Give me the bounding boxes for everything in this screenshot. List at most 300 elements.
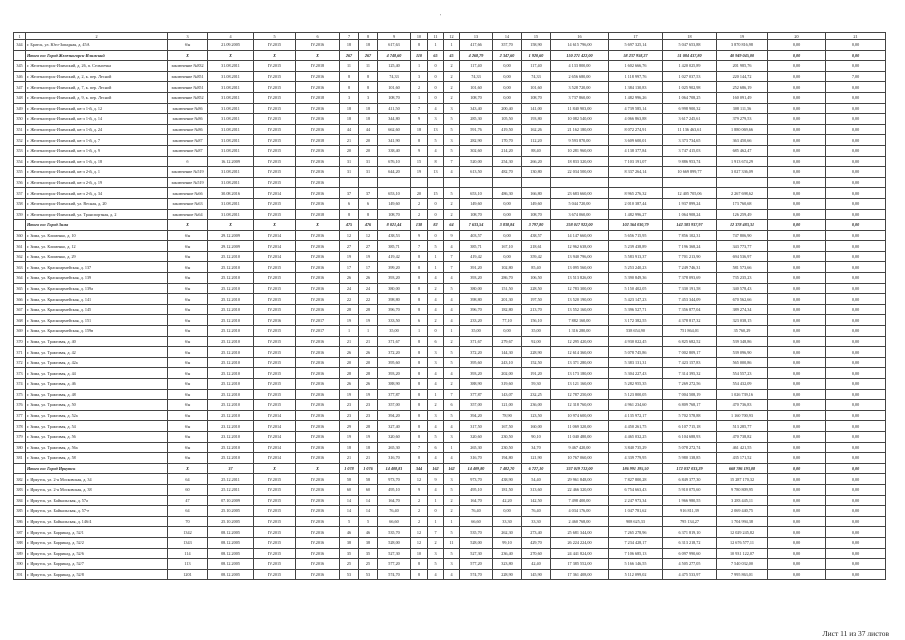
table-row [14, 516, 886, 527]
table-cell: 31.08.2011 [208, 124, 254, 135]
table-cell: 8 965 276,32 [609, 188, 663, 199]
table-cell: Х [296, 50, 340, 61]
table-cell: IV.2015 [254, 167, 296, 178]
table-cell: 6 754 663,43 [609, 484, 663, 495]
table-cell: IV.2016 [296, 145, 340, 156]
table-cell: 0,00 [768, 50, 826, 61]
table-cell: IV.2015 [254, 92, 296, 103]
table-cell: б/н [168, 251, 208, 262]
table-cell: 76,40 [378, 506, 411, 517]
table-cell [717, 177, 768, 188]
table-cell: 0,00 [768, 527, 826, 538]
table-cell: 0,00 [493, 209, 522, 220]
column-number: 5 [254, 33, 296, 40]
table-cell: 577,20 [460, 559, 493, 570]
table-cell: 6 107 715,18 [663, 421, 717, 432]
table-cell: 35,00 [522, 326, 551, 337]
table-cell: 23 [359, 410, 378, 421]
table-cell: 7 [444, 251, 460, 262]
table-cell: 384 [14, 495, 26, 506]
table-cell: 419,42 [460, 251, 493, 262]
table-cell: IV.2016 [296, 537, 340, 548]
table-cell: 0,00 [768, 209, 826, 220]
table-cell: IV.2015 [254, 516, 296, 527]
table-cell: 0,00 [768, 410, 826, 421]
table-cell: 5 [444, 357, 460, 368]
table-cell: 3 [428, 347, 444, 358]
column-number: 14 [493, 33, 522, 40]
table-cell: 85,40 [522, 262, 551, 273]
table-cell: 20 [359, 135, 378, 146]
table-cell: 11 [444, 537, 460, 548]
table-cell: 19 [359, 251, 378, 262]
table-cell: 7 [411, 241, 428, 252]
table-cell: 8 [411, 559, 428, 570]
table-cell: 186 991 195,50 [609, 463, 663, 474]
table-row [14, 71, 886, 82]
table-cell: 5 044 720,00 [551, 198, 609, 209]
table-cell: 19 [340, 315, 359, 326]
table-cell: 513 285,77 [717, 421, 768, 432]
table-cell: 313,60 [522, 484, 551, 495]
table-cell: 9 [428, 474, 444, 485]
table-cell: 7 882 160,00 [551, 315, 609, 326]
column-number: 3 [168, 33, 208, 40]
table-cell: г. Зима, ул. Трактовая, д. 42 [26, 347, 168, 358]
table-cell: 2 069 440,75 [717, 506, 768, 517]
table-cell: 394,20 [460, 410, 493, 421]
table-cell: IV.2015 [254, 145, 296, 156]
table-cell: 5 239 438,89 [609, 241, 663, 252]
table-cell: 574,70 [378, 569, 411, 580]
table-cell: 6 825 682,52 [663, 336, 717, 347]
table-cell: 1 420 025,89 [663, 61, 717, 72]
table-cell: 167,50 [493, 421, 522, 432]
table-cell: 117,40 [522, 61, 551, 72]
table-cell: 676,10 [378, 156, 411, 167]
table-cell: 8 072 274,91 [609, 124, 663, 135]
table-cell: г. Зима, ул. Трактовая, д. 50 [26, 400, 168, 411]
table-cell: 31.08.2011 [208, 82, 254, 93]
table-row [14, 114, 886, 125]
table-cell: 2 [444, 336, 460, 347]
table-cell: 1 118 997,76 [609, 71, 663, 82]
table-cell: 4 339 779,95 [609, 453, 663, 464]
table-cell: 0,00 [826, 400, 886, 411]
table-cell: г. Зима, ул. Красноармейская, д. 139 [26, 273, 168, 284]
table-cell: 6 [428, 336, 444, 347]
table-cell: 25.12.2010 [208, 294, 254, 305]
table-cell: 21 [340, 135, 359, 146]
table-cell: 156,10 [522, 315, 551, 326]
table-cell: б/н [168, 357, 208, 368]
table-cell: 1 [444, 516, 460, 527]
table-cell: 0,00 [493, 71, 522, 82]
table-cell: IV.2015 [254, 103, 296, 114]
table-cell: 495,10 [378, 484, 411, 495]
table-cell: 7 314 395,32 [663, 368, 717, 379]
table-cell: 37 [359, 188, 378, 199]
table-cell: 419,50 [493, 124, 522, 135]
table-cell: 9 [411, 230, 428, 241]
table-cell: 23.12.2010 [208, 421, 254, 432]
table-cell: 10 931 122,07 [717, 548, 768, 559]
table-cell [411, 177, 428, 188]
table-cell: 577,20 [378, 559, 411, 570]
table-cell: 399,20 [378, 262, 411, 273]
table-cell: 385,71 [378, 241, 411, 252]
table-cell: 973,70 [378, 474, 411, 485]
table-cell: 08.12.2005 [208, 559, 254, 570]
table-cell: 42,20 [493, 495, 522, 506]
table-cell: 7 196 368,24 [663, 241, 717, 252]
table-cell: IV.2016 [296, 527, 340, 538]
page-footer: Лист 11 из 37 листов [822, 629, 889, 638]
table-cell: 435 171,52 [717, 453, 768, 464]
table-cell: IV.2014 [254, 251, 296, 262]
table-cell: 565 000,86 [717, 357, 768, 368]
table-cell: 1 [444, 326, 460, 337]
table-cell: 14 615 796,00 [551, 40, 609, 51]
table-cell: 138 [411, 220, 428, 231]
table-cell: 14 [359, 506, 378, 517]
table-cell: 4 [428, 421, 444, 432]
table-cell: 372,20 [460, 347, 493, 358]
table-cell: 108,70 [522, 209, 551, 220]
table-cell: 8 [411, 400, 428, 411]
table-cell: 201,30 [493, 294, 522, 305]
table-cell: б/н [168, 230, 208, 241]
table-cell: 2 [411, 516, 428, 527]
table-cell: 7 701 213,90 [663, 251, 717, 262]
table-cell: 13 [428, 124, 444, 135]
table-cell: 3 528 720,00 [551, 82, 609, 93]
table-cell: 389 [14, 548, 26, 559]
table-cell: 19 [411, 167, 428, 178]
table-cell: IV.2014 [254, 442, 296, 453]
table-cell: 5 [444, 548, 460, 559]
table-cell: 388 [14, 537, 26, 548]
table-cell: 182,80 [493, 304, 522, 315]
table-cell: 123,50 [522, 410, 551, 421]
table-cell: 2 [444, 506, 460, 517]
table-cell: 0,00 [768, 484, 826, 495]
table-cell: IV.2014 [254, 230, 296, 241]
table-cell: IV.2016 [296, 453, 340, 464]
table-cell: заключение №64 [168, 209, 208, 220]
table-cell: 4 [428, 569, 444, 580]
table-cell: 685 462,47 [717, 145, 768, 156]
table-cell: 1 966 980,55 [663, 495, 717, 506]
table-cell: 398,80 [378, 294, 411, 305]
table-cell: 21.09.2005 [208, 40, 254, 51]
table-cell: 252 686,19 [717, 82, 768, 93]
table-cell: 25.12.2010 [208, 379, 254, 390]
table-cell: 0 [428, 71, 444, 82]
table-cell: г. Железногорск-Илимский, кв-л 2-й, д. 1 [26, 167, 168, 178]
table-cell: 5 396 527,71 [609, 304, 663, 315]
table-cell: 22 [340, 294, 359, 305]
table-cell: Х [254, 463, 296, 474]
table-cell: 376 [14, 400, 26, 411]
table-cell: 8 [411, 431, 428, 442]
table-cell: 23.12.2010 [208, 431, 254, 442]
table-cell: б/н [168, 347, 208, 358]
table-cell: 197,50 [522, 294, 551, 305]
table-cell: 4 450 261,75 [609, 421, 663, 432]
table-cell: б/н [168, 326, 208, 337]
table-cell: 149,60 [522, 198, 551, 209]
table-cell: г. Зима, ул. Клименко, д. 29 [26, 251, 168, 262]
table-cell: 380,00 [460, 283, 493, 294]
table-cell: б/н [168, 294, 208, 305]
table-cell: 7 004 508,19 [663, 389, 717, 400]
column-number: 20 [768, 33, 826, 40]
table-cell: 0,00 [768, 188, 826, 199]
table-cell: 0,00 [826, 326, 886, 337]
table-cell: 99,10 [493, 537, 522, 548]
table-cell: 108,70 [378, 92, 411, 103]
table-cell: 19 [340, 251, 359, 262]
table-cell: 379 [14, 431, 26, 442]
table-cell: 3 747 415,03 [663, 145, 717, 156]
table-cell: 0,00 [826, 220, 886, 231]
table-cell: 14 [340, 495, 359, 506]
table-cell: 12 [411, 474, 428, 485]
table-cell: 0,00 [768, 177, 826, 188]
table-cell: 1 [428, 251, 444, 262]
table-cell: 33,30 [493, 516, 522, 527]
table-cell: 25.10.2005 [208, 516, 254, 527]
table-cell: 152,50 [522, 357, 551, 368]
table-cell: 5 [444, 124, 460, 135]
table-cell: Х [208, 220, 254, 231]
table-row [14, 400, 886, 411]
column-number: 4 [208, 33, 254, 40]
table-cell: 18 [340, 114, 359, 125]
table-cell: 357,00 [378, 400, 411, 411]
table-cell: 25 [359, 559, 378, 570]
table-cell: 5 [444, 114, 460, 125]
table-cell: 53 [359, 569, 378, 580]
table-cell: IV.2015 [254, 537, 296, 548]
table-cell: 108,70 [378, 209, 411, 220]
table-cell: 265,30 [460, 442, 493, 453]
table-cell: 8 [411, 347, 428, 358]
table-cell: заключение №832 [168, 61, 208, 72]
table-cell: 370 [14, 336, 26, 347]
table-cell: 141,00 [522, 103, 551, 114]
table-cell: 3 [428, 357, 444, 368]
table-cell: 19 [359, 431, 378, 442]
table-cell: 7 [411, 442, 428, 453]
table-cell: 266,20 [522, 156, 551, 167]
table-cell: 351 [14, 124, 26, 135]
table-cell: 4 465 032,25 [609, 431, 663, 442]
table-cell: 8 [340, 209, 359, 220]
table-cell: 662,60 [378, 124, 411, 135]
table-cell: 2 247 973,34 [609, 495, 663, 506]
table-cell: 25.12.2010 [208, 315, 254, 326]
table-cell: 92,00 [522, 336, 551, 347]
table-cell: 25.12.2010 [208, 453, 254, 464]
table-cell: 341,90 [378, 135, 411, 146]
table-cell: 19 [340, 389, 359, 400]
table-cell: 144,30 [493, 347, 522, 358]
table-cell: 200,40 [493, 103, 522, 114]
table-cell: 4 034 176,00 [551, 506, 609, 517]
table-cell: 320,60 [378, 431, 411, 442]
table-cell: IV.2016 [296, 230, 340, 241]
table-cell: 23 [359, 400, 378, 411]
table-cell: 6 727,10 [522, 463, 551, 474]
table-cell: 40 949 045,00 [717, 50, 768, 61]
table-cell: 0,00 [826, 347, 886, 358]
table-cell: 396,70 [378, 304, 411, 315]
table-cell: б/н [168, 262, 208, 273]
table-cell: заключение №851 [168, 71, 208, 82]
table-cell: 5 047 653,88 [663, 40, 717, 51]
table-cell: 12 [411, 527, 428, 538]
table-cell: 371 [14, 347, 26, 358]
table-row [14, 262, 886, 273]
table-cell: IV.2015 [254, 389, 296, 400]
table-cell: 29.12.2009 [208, 241, 254, 252]
table-cell: 0,00 [768, 114, 826, 125]
table-cell: 0 [428, 230, 444, 241]
table-cell: 0,00 [768, 569, 826, 580]
table-cell: IV.2015 [254, 357, 296, 368]
column-number: 16 [551, 33, 609, 40]
table-cell: 0,00 [768, 315, 826, 326]
table-cell: г. Железногорск-Илимский, ул. Весная, д. 20 [26, 198, 168, 209]
table-cell: 388,90 [378, 379, 411, 390]
table-cell: 0,00 [826, 273, 886, 284]
table-cell: 149,60 [378, 198, 411, 209]
table-cell: 374 [14, 379, 26, 390]
table-cell: 385,71 [460, 241, 493, 252]
table-cell: 0,00 [826, 527, 886, 538]
table-cell: 24 [340, 283, 359, 294]
table-cell: 461 421,55 [717, 442, 768, 453]
table-cell: 377 [14, 410, 26, 421]
table-cell: 64 [444, 220, 460, 231]
table-cell: 1 078 [340, 463, 359, 474]
table-cell: 0,00 [826, 177, 886, 188]
table-cell: 4 [428, 453, 444, 464]
table-cell: 10 281 960,00 [551, 145, 609, 156]
table-cell: IV.2016 [296, 283, 340, 294]
table-cell: 419,42 [378, 251, 411, 262]
table-cell: 193,80 [522, 114, 551, 125]
table-cell: 25.12.2010 [208, 283, 254, 294]
table-row [14, 61, 886, 72]
table-cell: 3 870 816,98 [717, 40, 768, 51]
table-cell: IV.2015 [254, 209, 296, 220]
table-cell: 528,00 [378, 537, 411, 548]
table-cell: 114 [168, 548, 208, 559]
table-cell: 7 482,70 [493, 463, 522, 474]
table-row [14, 145, 886, 156]
table-cell: 286,70 [493, 273, 522, 284]
table-cell: г. Железногорск-Илимский, кв-л 1-й, д. 14 [26, 114, 168, 125]
table-cell: IV.2016 [296, 474, 340, 485]
table-cell: 386 [14, 516, 26, 527]
table-cell: 31.08.2011 [208, 114, 254, 125]
table-cell: 4 133 800,00 [551, 61, 609, 72]
table-cell: 0,00 [768, 273, 826, 284]
table-cell: 302,60 [460, 145, 493, 156]
table-cell: IV.2016 [254, 315, 296, 326]
table-cell: 7 827 800,28 [609, 474, 663, 485]
table-cell: 2 347,60 [493, 50, 522, 61]
table-cell: 70 [168, 516, 208, 527]
table-cell: 15 [428, 188, 444, 199]
table-cell: 357,00 [460, 400, 493, 411]
table-cell: 3 838,84 [493, 220, 522, 231]
table-row [14, 135, 886, 146]
table-cell: 694 536,97 [717, 251, 768, 262]
table-cell: IV.2015 [254, 484, 296, 495]
table-cell: 8 [359, 71, 378, 82]
column-number: 7 [340, 33, 359, 40]
table-cell [14, 463, 26, 474]
table-cell: IV.2016 [296, 421, 340, 432]
table-cell: 0,00 [826, 135, 886, 146]
table-cell: 438,90 [493, 474, 522, 485]
table-cell: 5 [428, 559, 444, 570]
table-cell: г. Зима, ул. Трактовая, д. 44 [26, 368, 168, 379]
table-cell: Х [168, 50, 208, 61]
table-cell: б/н [168, 421, 208, 432]
table-cell: 0,00 [493, 506, 522, 517]
table-cell: 1 316 280,00 [551, 326, 609, 337]
table-cell: 194,80 [493, 453, 522, 464]
column-number: 17 [609, 33, 663, 40]
table-cell: IV.2015 [254, 177, 296, 188]
table-cell: 0,00 [768, 347, 826, 358]
table-cell: 181,50 [493, 484, 522, 495]
table-cell: 5 [444, 410, 460, 421]
table-cell: 7 106 685,13 [609, 548, 663, 559]
table-cell: 373 [14, 368, 26, 379]
table-cell: 4 [444, 167, 460, 178]
table-cell: 486,30 [493, 188, 522, 199]
table-cell: 3 [444, 474, 460, 485]
table-cell: 1 076 [359, 463, 378, 474]
table-cell: 0,00 [826, 167, 886, 178]
table-cell: 396,70 [460, 304, 493, 315]
table-cell: 108,70 [522, 92, 551, 103]
table-cell: 18 [359, 40, 378, 51]
table-cell: 9 593 870,00 [551, 135, 609, 146]
table-cell: г. Иркутск, ул. 2-я Московская, д. 38 [26, 484, 168, 495]
table-cell: 10 082 540,00 [551, 114, 609, 125]
table-cell: 0,00 [768, 304, 826, 315]
table-cell: 2 [444, 495, 460, 506]
table-cell: 126 259,49 [717, 209, 768, 220]
table-cell: 5 383 131,31 [609, 357, 663, 368]
table-cell: 0,00 [768, 368, 826, 379]
table-cell: 0,00 [826, 379, 886, 390]
table-cell: 9 [411, 114, 428, 125]
table-cell: 35 [359, 548, 378, 559]
table-cell: 4 505 277,05 [663, 559, 717, 570]
table-cell: 4 475 533,97 [663, 569, 717, 580]
table-cell: 6 809 768,17 [663, 400, 717, 411]
table-cell: б/н [168, 410, 208, 421]
column-number: 15 [522, 33, 551, 40]
